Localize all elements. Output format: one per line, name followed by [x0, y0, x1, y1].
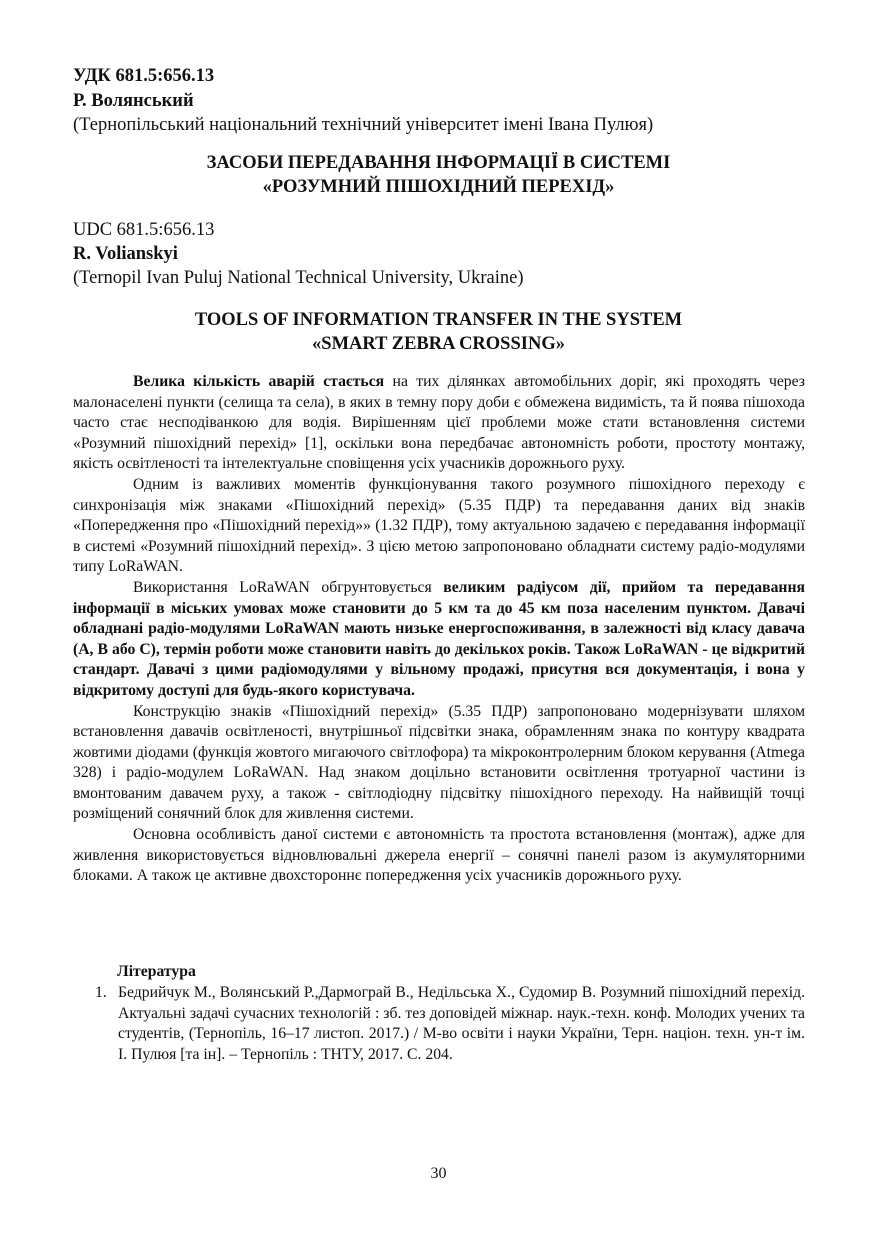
udc-en: UDC 681.5:656.13	[73, 220, 215, 240]
udc-ua: УДК 681.5:656.13	[73, 66, 215, 86]
paragraph-2: Одним із важливих моментів функціонування такого розумного пішохідного переходу є синхронізація між знаками «Пішохідний перехід» (5.35 ПДР) та передавання даних від знаків «Попередження про «Пішохідний перехід»» (1.32 ПДР), тому актуальною задачею є передавання інформації в системі «Розумний пішохідний перехід». З цією метою запропоновано обладнати систему радіо-модулями типу LoRaWAN.	[73, 475, 805, 576]
paragraph-3	[73, 578, 805, 702]
affiliation-ua: (Тернопільський національний технічний університет імені Івана Пулюя)	[73, 115, 654, 135]
paragraph-3-bold: великим радіусом дії, прийом та передавання інформації в міських умовах може становити до 5 км та до 45 км поза населеним пунктом. Давачі обладнані радіо-модулями LoRaWAN мають низьке енергоспоживання, в залежності від класу давача (А, В або С), термін роботи може становити навіть до декількох років. Також LoRaWAN - це відкритий стандарт. Давачі з цими радіомодулями у вільному продажі, присутня вся документація, і вона у відкритому доступі для будь-якого користувача.	[73, 578, 805, 699]
title-en-line2: «SMART ZEBRA CROSSING»	[312, 334, 565, 354]
title-ua	[60, 151, 817, 199]
paragraph-4: Конструкцію знаків «Пішохідний перехід» (5.35 ПДР) запропоновано модернізувати шляхом встановлення давачів освітленості, внутрішньої підсвітки знака, обрамленням знака по контуру квадрата жовтими діодами (функція жовтого мигаючого світлофора) та мікроконтролерним блоком керування (Atmega 328) і радіо-модулем LoRaWAN. Над знаком доцільно встановити освітлення тротуарної частини із вмонтованим давачем руху, а також - світлодіодну підсвітку пішохідного переходу. На найвищій точці розміщений сонячний блок для живлення системи.	[73, 702, 805, 823]
paragraph-1-text: на тих ділянках автомобільних доріг, які проходять через малонаселені пункти (селища та села), в яких в темну пору доби є обмежена видимість, та й поява пішохода часто стає несподіванкою для водія. Вирішенням цієї проблеми може стати встановлення системи «Розумний пішохідний перехід» [1], оскільки вона передбачає автономність роботи, простоту монтажу, якість освітленості та інтелектуальне сповіщення усіх учасників дорожнього руху.	[73, 373, 805, 473]
affiliation-en: (Ternopil Ivan Puluj National Technical University, Ukraine)	[73, 268, 524, 288]
page-number: 30	[430, 1165, 447, 1182]
reference-text: Бедрийчук М., Волянський Р.,Дармограй В., Недільська Х., Судомир В. Розумний пішохідний перехід. Актуальні задачі сучасних технологій : зб. тез доповідей міжнар. наук.-техн. конф. Молодих учених та студентів, (Тернопіль, 16–17 листоп. 2017.) / М-во освіти і науки України, Терн. націон. техн. ун-т ім. І. Пулюя [та ін]. – Тернопіль : ТНТУ, 2017. С. 204.	[118, 984, 805, 1063]
paragraph-1-bold: Велика кількість аварій стається	[133, 373, 385, 390]
title-ua-line2: «РОЗУМНИЙ ПІШОХІДНИЙ ПЕРЕХІД»	[262, 177, 615, 197]
title-en	[60, 308, 817, 356]
paragraph-1	[73, 372, 805, 475]
title-en-line1: TOOLS OF INFORMATION TRANSFER IN THE SYSTEM	[194, 310, 683, 330]
abstract-body	[73, 372, 805, 887]
paragraph-3-text: Використання LoRaWAN обгрунтовується	[133, 578, 444, 596]
author-en: R. Volianskyi	[73, 244, 178, 264]
reference-number: 1.	[95, 984, 107, 1001]
paragraph-5: Основна особливість даної системи є автономність та простота встановлення (монтаж), адже для живлення використовується відновлювальні джерела енергії – сонячні панелі разом із акумуляторними блоками. А також це активне двохстороннє попередження усіх учасників дорожнього руху.	[73, 826, 805, 885]
reference-item	[73, 983, 805, 1065]
author-ua: Р. Волянський	[73, 91, 194, 111]
references-heading: Література	[117, 963, 196, 980]
title-ua-line1: ЗАСОБИ ПЕРЕДАВАННЯ ІНФОРМАЦІЇ В СИСТЕМІ	[206, 153, 671, 173]
